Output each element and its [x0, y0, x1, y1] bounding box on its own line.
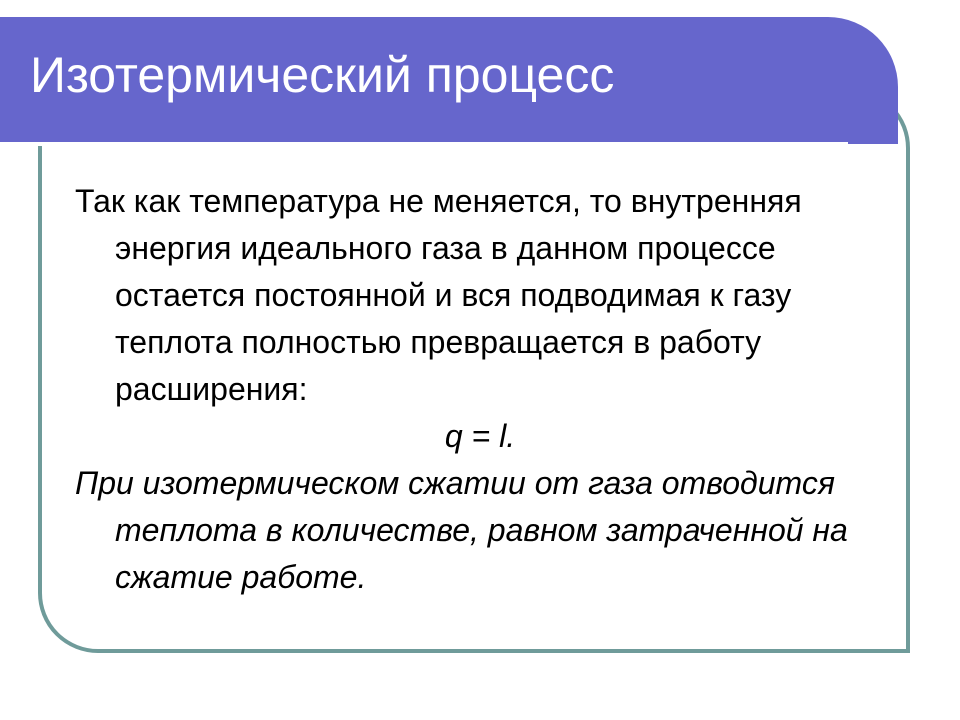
slide-content	[75, 178, 895, 601]
paragraph-isothermal-energy: Так как температура не меняется, то внутренняя энергия идеального газа в данном процессе остается постоянной и вся подводимая к газу теплота полностью превращается в работу расширения:	[75, 183, 802, 407]
title-underline	[0, 142, 848, 146]
paragraph-isothermal-compression: При изотермическом сжатии от газа отводится теплота в количестве, равном затраченной на сжатие работе.	[75, 465, 848, 595]
formula: q = l.	[444, 418, 516, 454]
slide-title: Изотермический процесс	[30, 47, 615, 103]
